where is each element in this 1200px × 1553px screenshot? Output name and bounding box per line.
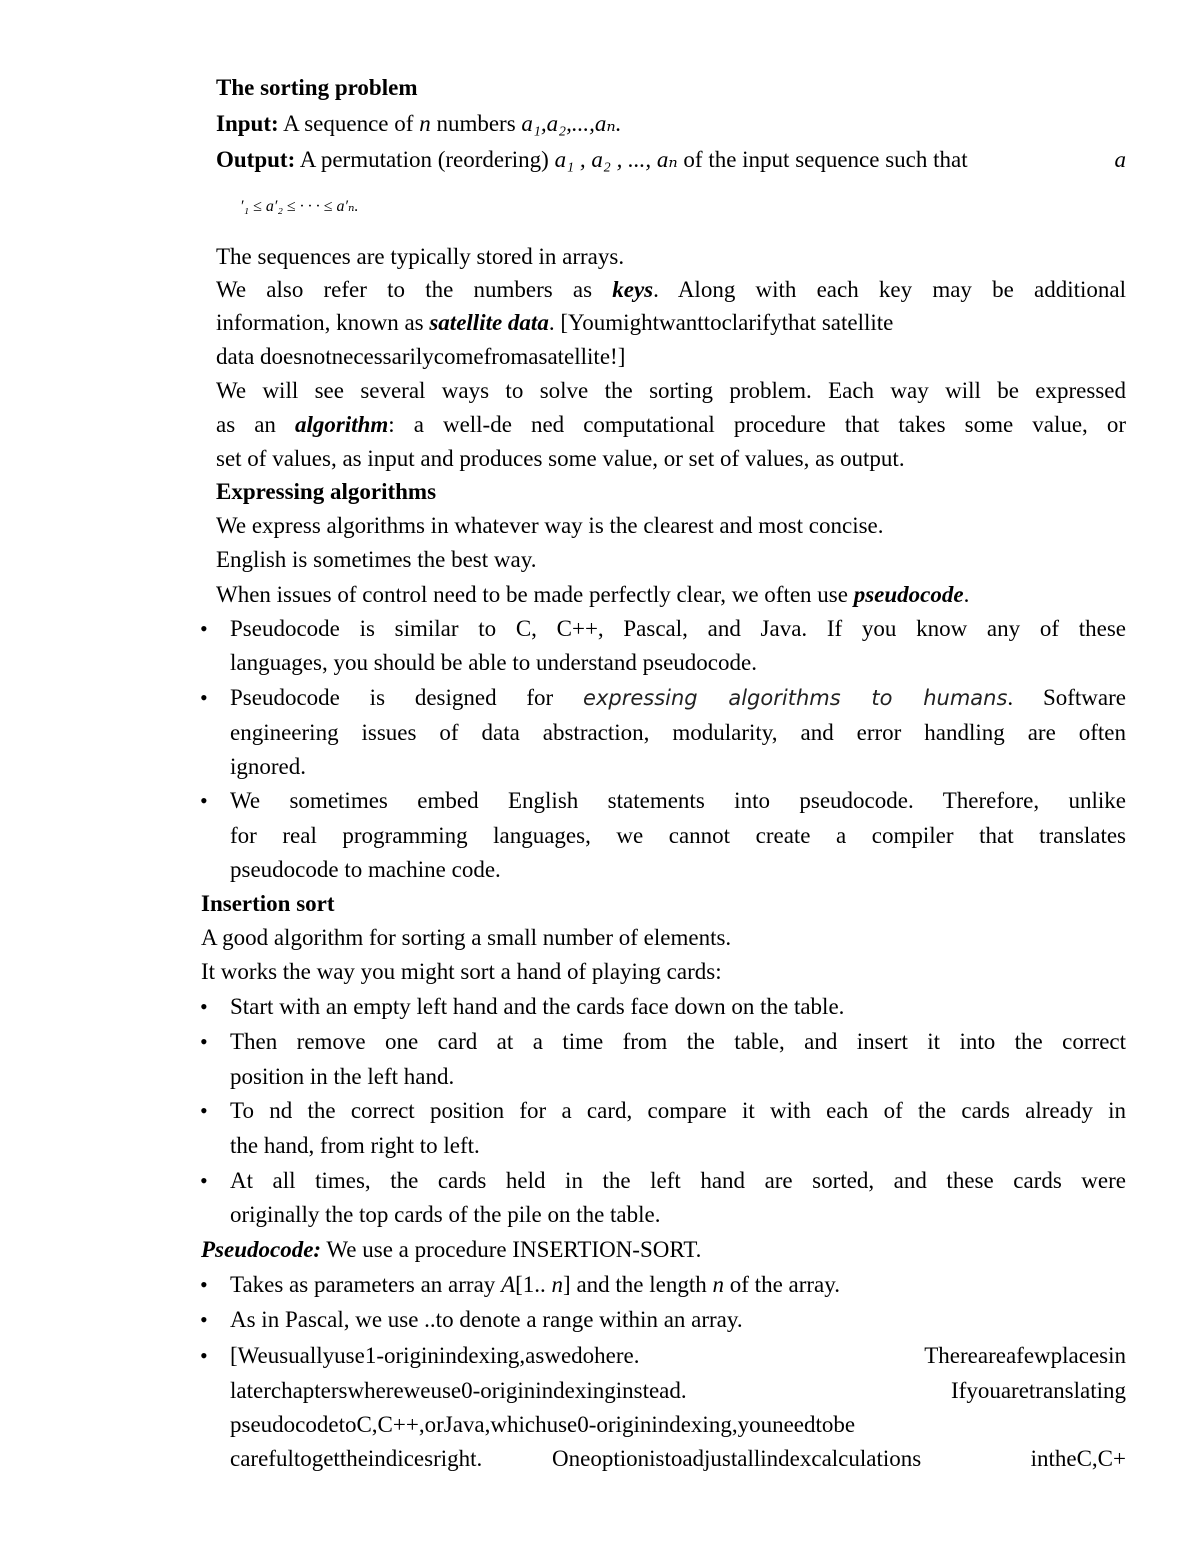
bullet-origin-line-4: carefultogettheindicesright. Oneoptionistoadjustallindexcalculations intheC,C+ xyxy=(230,1446,1126,1471)
keys-line-2: information, known as satellite data. [Youmightwanttoclarifythat satellite xyxy=(216,310,894,335)
bullet-pseudocode-similar-line-1: Pseudocode is similar to C, C++, Pascal, and Java. If you know any of these xyxy=(230,616,1126,641)
bullet-pseudocode-designed-line-2: engineering issues of data abstraction, modularity, and error handling are often xyxy=(230,720,1126,745)
bullet-empty-hand: Start with an empty left hand and the cards face down on the table. xyxy=(230,994,845,1019)
bullet-pseudocode-designed-line-1: Pseudocode is designed for expressing algorithms to humans. Software xyxy=(230,685,1126,710)
bullet-icon: • xyxy=(200,1098,208,1123)
bullet-icon: • xyxy=(200,994,208,1019)
bullet-icon: • xyxy=(200,1168,208,1193)
bullet-remove-card-line-2: position in the left hand. xyxy=(230,1064,455,1089)
bullet-icon: • xyxy=(200,1343,208,1368)
pseudocode-procedure-line: Pseudocode: We use a procedure INSERTION-SORT. xyxy=(201,1237,702,1262)
expressing-algorithms-heading: Expressing algorithms xyxy=(216,479,437,504)
insertion-sort-heading: Insertion sort xyxy=(201,891,335,916)
express-line-1: We express algorithms in whatever way is the clearest and most concise. xyxy=(216,513,884,538)
input-text2: numbers xyxy=(436,111,516,136)
output-text2: of the input sequence such that xyxy=(683,147,968,172)
bullet-icon: • xyxy=(200,788,208,813)
input-sequence: a₁,a₂,...,aₙ. xyxy=(521,111,622,136)
bullet-remove-card-line-1: Then remove one card at a time from the table, and insert it into the correct xyxy=(230,1029,1126,1054)
satellite-data-term: satellite data xyxy=(429,310,549,335)
sequences-stored-line: The sequences are typically stored in arrays. xyxy=(216,244,625,269)
output-line xyxy=(216,143,1126,177)
keys-line-1: We also refer to the numbers as keys. Along with each key may be additional xyxy=(216,277,1126,302)
pseudocode-label: Pseudocode: xyxy=(201,1237,322,1262)
bullet-all-times-line-1: At all times, the cards held in the left hand are sorted, and these cards were xyxy=(230,1168,1126,1193)
output-condition: ′₁ ≤ a′₂ ≤ · · · ≤ a′ₙ. xyxy=(240,198,359,215)
keys-term: keys xyxy=(612,277,654,302)
bullet-all-times-line-2: originally the top cards of the pile on the table. xyxy=(230,1202,661,1227)
algorithm-line-2: as an algorithm: a well-de ned computational procedure that takes some value, or xyxy=(216,412,1127,437)
bullet-icon: • xyxy=(200,1307,208,1332)
bullet-pascal-range: As in Pascal, we use ..to denote a range within an array. xyxy=(230,1307,743,1332)
algorithm-term: algorithm xyxy=(294,412,389,437)
expressing-algorithms-emphasis: expressing algorithms to humans xyxy=(583,686,1008,710)
bullet-icon: • xyxy=(200,685,208,710)
bullet-origin-line-1: [Weusuallyuse1-originindexing,aswedohere. Thereareafewplacesin xyxy=(230,1343,1126,1368)
input-n: n xyxy=(419,111,431,136)
express-line-2: English is sometimes the best way. xyxy=(216,547,537,572)
bullet-icon: • xyxy=(200,1272,208,1297)
input-label: Input: xyxy=(216,111,279,136)
bullet-embed-english-line-2: for real programming languages, we cannot create a compiler that translates xyxy=(230,823,1126,848)
input-text: A sequence of xyxy=(283,111,414,136)
bullet-embed-english-line-1: We sometimes embed English statements into pseudocode. Therefore, unlike xyxy=(230,788,1126,813)
bullet-icon: • xyxy=(200,1029,208,1054)
bullet-pseudocode-designed-line-3: ignored. xyxy=(230,754,307,779)
insertion-line-1: A good algorithm for sorting a small number of elements. xyxy=(201,925,732,950)
bullet-find-position-line-2: the hand, from right to left. xyxy=(230,1133,480,1158)
sorting-problem-heading: The sorting problem xyxy=(216,75,418,100)
bullet-find-position-line-1: To nd the correct position for a card, compare it with each of the cards already in xyxy=(230,1098,1126,1123)
output-text: A permutation (reordering) xyxy=(299,147,549,172)
bullet-embed-english-line-3: pseudocode to machine code. xyxy=(230,857,501,882)
algorithm-line-3: set of values, as input and produces some value, or set of values, as output. xyxy=(216,446,905,471)
output-label: Output: xyxy=(216,147,296,172)
keys-line-3: data doesnotnecessarilycomefromasatellite!] xyxy=(216,344,626,369)
bullet-parameters: Takes as parameters an array A[1.. n] and the length n of the array. xyxy=(230,1272,841,1297)
insertion-line-2: It works the way you might sort a hand of playing cards: xyxy=(201,959,722,984)
algorithm-line-1: We will see several ways to solve the sorting problem. Each way will be expressed xyxy=(216,378,1126,403)
bullet-icon: • xyxy=(200,616,208,641)
express-line-3: When issues of control need to be made perfectly clear, we often use pseudocode. xyxy=(216,582,970,607)
bullet-origin-line-2: laterchapterswhereweuse0-originindexinginstead. Ifyouaretranslating xyxy=(230,1378,1126,1403)
input-line xyxy=(216,107,621,141)
bullet-pseudocode-similar-line-2: languages, you should be able to understand pseudocode. xyxy=(230,650,757,675)
output-sequence: a₁ , a₂ , ..., aₙ xyxy=(554,147,678,172)
output-a: a xyxy=(1114,147,1126,172)
bullet-origin-line-3: pseudocodetoC,C++,orJava,whichuse0-originindexing,youneedtobe xyxy=(230,1412,856,1437)
